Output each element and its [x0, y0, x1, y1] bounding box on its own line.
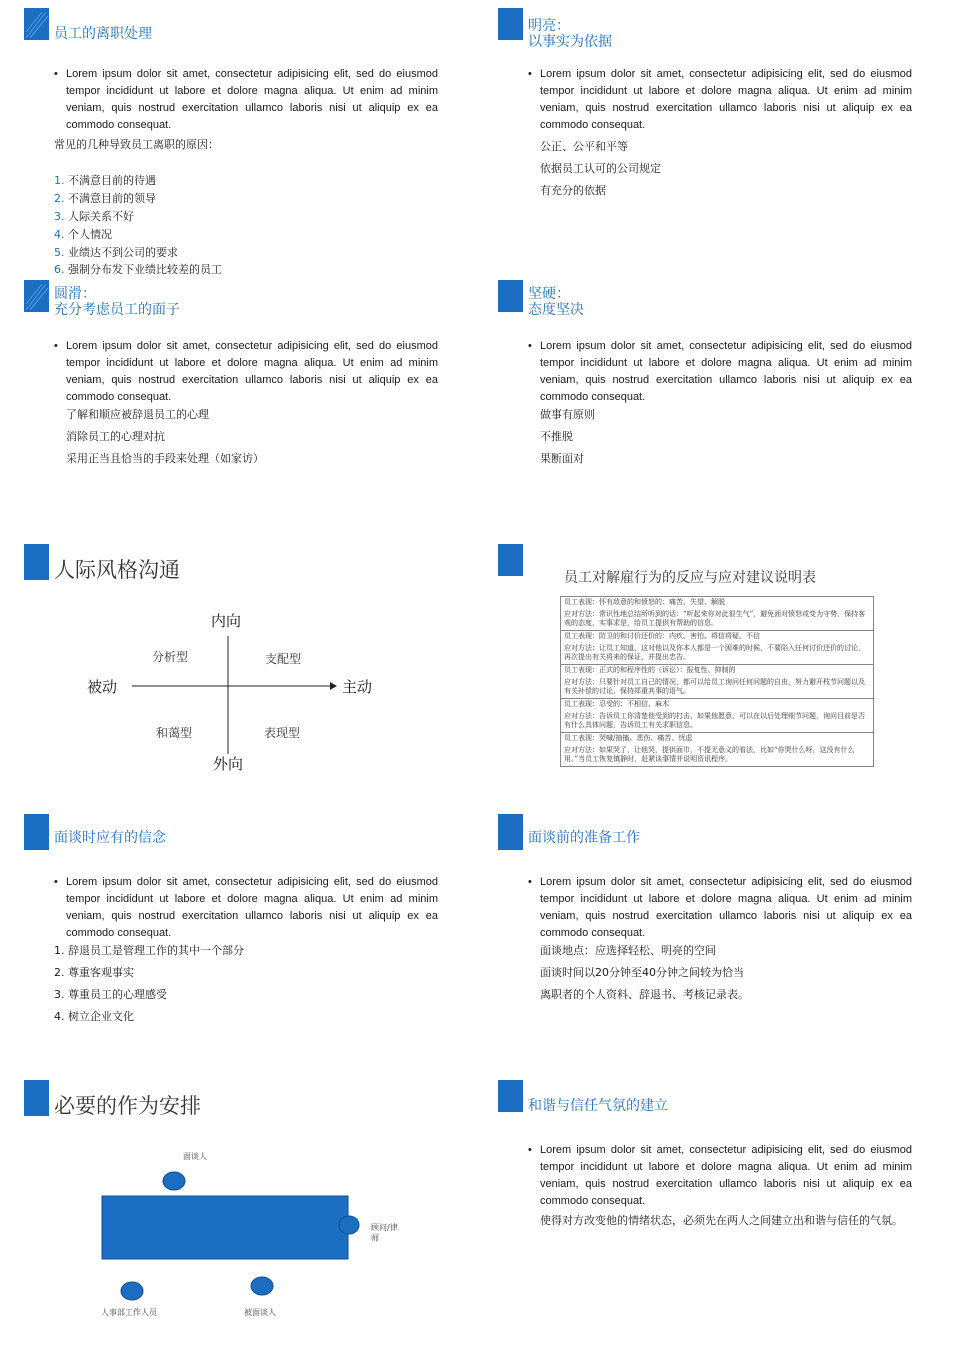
hr-label: 人事部工作人员	[101, 1308, 157, 1317]
slide-smooth	[0, 272, 474, 540]
reason-item: 2. 不满意目前的领导	[54, 192, 156, 205]
interviewer-label: 面谈人	[183, 1152, 207, 1161]
preparation-item: 离职者的个人资料、辞退书、考核记录表。	[540, 988, 749, 1001]
belief-item: 3. 尊重员工的心理感受	[54, 988, 167, 1001]
interviewer-seat	[163, 1172, 185, 1190]
quadrant-amiable: 和蔼型	[156, 726, 193, 740]
table-row: 员工表现：正式的和程序性的（诉讼）：报复性、抑制的 应对方法：只要针对员工自己的情况，都可以给员工询问任何问题的自由，努力避开枝节问题以及有关补偿的讨论，保持郑重其事的语气。	[561, 665, 873, 699]
axis-left-label: 被动	[87, 678, 118, 696]
slide-title: 明亮： 以事实为依据	[528, 18, 612, 50]
reason-item: 5. 业绩达不到公司的要求	[54, 246, 178, 259]
slide-title: 必要的作为安排	[54, 1094, 201, 1118]
reason-item: 6. 强制分布发下业绩比较差的员工	[54, 263, 222, 276]
slide-seating-arrangement	[0, 1076, 474, 1344]
slide-interpersonal-style	[0, 540, 474, 808]
hr-seat	[121, 1282, 143, 1300]
interviewee-seat	[251, 1277, 273, 1295]
slide-title: 圆滑： 充分考虑员工的面子	[54, 286, 180, 318]
point-item: 依据员工认可的公司规定	[540, 162, 661, 175]
axis-right-label: 主动	[342, 678, 373, 696]
reason-item: 3. 人际关系不好	[54, 210, 134, 223]
slide-square-marker	[24, 8, 49, 40]
reason-item: 1. 不满意目前的待遇	[54, 174, 156, 187]
point-item: 公正、公平和平等	[540, 140, 628, 153]
lorem-paragraph: • Lorem ipsum dolor sit amet, consectetur adipisicing elit, sed do eiusmod tempor incididunt ut labore et dolore magna aliqua. Ut enim ad minim veniam, quis nostrud exercitation ullamco laboris nisi ut aliquip ex ea commodo consequat.	[54, 338, 438, 406]
point-item: 不推脱	[540, 430, 573, 443]
harmony-text: 使得对方改变他的情绪状态，必须先在两人之间建立出和谐与信任的气氛。	[540, 1214, 903, 1227]
point-item: 采用正当且恰当的手段来处理（如家访）	[66, 452, 264, 465]
slide-square-marker	[498, 544, 523, 576]
preparation-item: 面谈地点：应选择轻松、明亮的空间	[540, 944, 716, 957]
seating-diagram	[0, 1076, 474, 1344]
belief-item: 4. 树立企业文化	[54, 1010, 134, 1023]
point-item: 果断面对	[540, 452, 584, 465]
table-row: 员工表现：忍受的：不相信、麻木 应对方法：告诉员工你清楚他受到的打击，如果他愿意，可以在以后处理细节问题，询问目前是否有什么具体问题，告诉员工有关求职信息。	[561, 699, 873, 733]
table-row: 员工表现：防卫的和讨价还价的：内疚、害怕、将信将疑、不信 应对方法：让员工知道，这对他以及你本人都是一个困难的时候，不要陷入任何讨价还价的讨论，再次提出有关将来的保证，并提出忠告。	[561, 631, 873, 665]
axis-top-label: 内向	[211, 612, 242, 630]
lorem-paragraph: • Lorem ipsum dolor sit amet, consectetur adipisicing elit, sed do eiusmod tempor incididunt ut labore et dolore magna aliqua. Ut enim ad minim veniam, quis nostrud exercitation ullamco laboris nisi ut aliquip ex ea commodo consequat.	[54, 874, 438, 942]
point-item: 了解和顺应被辞退员工的心理	[66, 408, 209, 421]
advisor-label: 顾问/律 师	[371, 1223, 398, 1243]
slide-square-marker	[498, 814, 523, 850]
slide-employee-exit	[0, 0, 474, 276]
lorem-paragraph: • Lorem ipsum dolor sit amet, consectetur adipisicing elit, sed do eiusmod tempor incididunt ut labore et dolore magna aliqua. Ut enim ad minim veniam, quis nostrud exercitation ullamco laboris nisi ut aliquip ex ea commodo consequat.	[528, 338, 912, 406]
slide-firm	[474, 272, 948, 540]
slide-title: 和谐与信任气氛的建立	[528, 1098, 668, 1114]
table-title: 员工对解雇行为的反应与应对建议说明表	[564, 570, 816, 586]
slide-harmony-trust	[474, 1076, 948, 1344]
slide-title: 面谈前的准备工作	[528, 830, 640, 846]
pattern-icon	[24, 8, 49, 40]
meeting-table	[102, 1196, 348, 1259]
slide-square-marker	[498, 8, 523, 40]
belief-item: 1. 辞退员工是管理工作的其中一个部分	[54, 944, 244, 957]
reasons-intro: 常见的几种导致员工离职的原因：	[54, 138, 219, 151]
point-item: 做事有原则	[540, 408, 595, 421]
slide-title: 坚硬： 态度坚决	[528, 286, 584, 318]
slide-title: 面谈时应有的信念	[54, 830, 166, 846]
quadrant-analytical: 分析型	[152, 650, 189, 664]
slide-title: 员工的离职处理	[54, 26, 152, 42]
preparation-item: 面谈时间以20分钟至40分钟之间较为恰当	[540, 966, 744, 979]
slide-square-marker	[24, 280, 49, 312]
interviewee-label: 被面谈人	[244, 1308, 276, 1317]
point-item: 消除员工的心理对抗	[66, 430, 165, 443]
belief-item: 2. 尊重客观事实	[54, 966, 134, 979]
slide-square-marker	[498, 1080, 523, 1112]
pattern-icon	[24, 280, 49, 312]
slide-square-marker	[24, 814, 49, 850]
slide-title: 人际风格沟通	[54, 558, 180, 582]
table-row: 员工表现：哭喊/抽搐、悲伤、痛苦、忧虑 应对方法：如果哭了，让他哭，提供面巾，不提无意义的看法，比如“你哭什么呀，这没有什么用。”当员工恢复镇静时，赶紧谈事情并说明资讯程序。	[564, 734, 855, 763]
advisor-seat	[339, 1216, 359, 1234]
reaction-table	[560, 596, 874, 767]
slide-interview-preparation	[474, 808, 948, 1076]
point-item: 有充分的依据	[540, 184, 606, 197]
table-row: 员工表现：怀有敌意的和愤怒的：痛苦、失望、解脱 应对方法：常识性地总结所听到的话：“听起来你对此很生气”，避免面对愤怒或变为守势，保持客观的态度，实事求是，给员工提供有帮助的信息。	[561, 597, 873, 631]
lorem-paragraph: • Lorem ipsum dolor sit amet, consectetur adipisicing elit, sed do eiusmod tempor incididunt ut labore et dolore magna aliqua. Ut enim ad minim veniam, quis nostrud exercitation ullamco laboris nisi ut aliquip ex ea commodo consequat.	[54, 66, 438, 134]
lorem-paragraph: • Lorem ipsum dolor sit amet, consectetur adipisicing elit, sed do eiusmod tempor incididunt ut labore et dolore magna aliqua. Ut enim ad minim veniam, quis nostrud exercitation ullamco laboris nisi ut aliquip ex ea commodo consequat.	[528, 874, 912, 942]
slide-square-marker	[498, 280, 523, 312]
axis-bottom-label: 外向	[213, 755, 244, 773]
slide-interview-beliefs	[0, 808, 474, 1076]
reason-item: 4. 个人情况	[54, 228, 112, 241]
quadrant-expressive: 表现型	[264, 726, 301, 740]
slide-bright	[474, 0, 948, 268]
lorem-paragraph: • Lorem ipsum dolor sit amet, consectetur adipisicing elit, sed do eiusmod tempor incididunt ut labore et dolore magna aliqua. Ut enim ad minim veniam, quis nostrud exercitation ullamco laboris nisi ut aliquip ex ea commodo consequat.	[528, 1142, 912, 1210]
quadrant-driver: 支配型	[265, 652, 302, 666]
lorem-paragraph: • Lorem ipsum dolor sit amet, consectetur adipisicing elit, sed do eiusmod tempor incididunt ut labore et dolore magna aliqua. Ut enim ad minim veniam, quis nostrud exercitation ullamco laboris nisi ut aliquip ex ea commodo consequat.	[528, 66, 912, 134]
